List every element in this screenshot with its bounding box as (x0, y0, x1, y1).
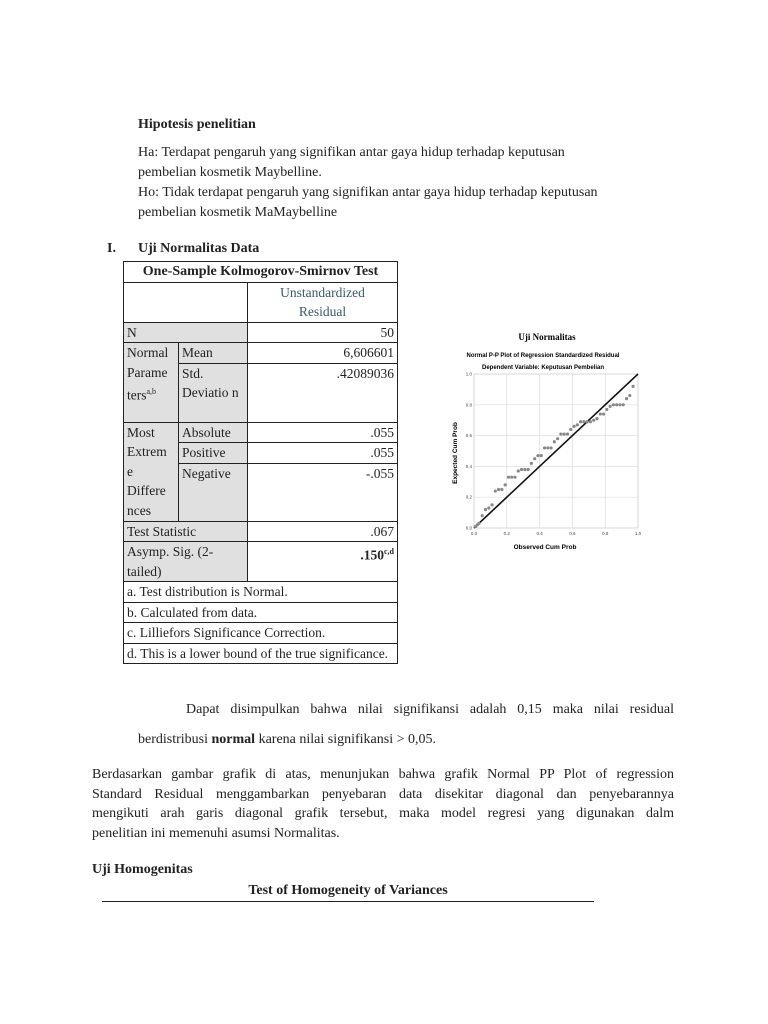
data-point (605, 408, 608, 411)
y-tick-label: 1.0 (465, 371, 472, 377)
data-point (477, 522, 480, 525)
x-tick-label: 0.8 (602, 531, 609, 536)
data-point (599, 412, 602, 415)
data-point (536, 454, 539, 457)
cell-value: .055 (248, 422, 398, 443)
text-line: Berdasarkan gambar grafik di atas, menunjukan bahwa grafik Normal PP Plot of regression (92, 767, 674, 782)
data-point (484, 508, 487, 511)
data-point (500, 488, 503, 491)
cell-value: 50 (248, 322, 398, 343)
table-note: d. This is a lower bound of the true significance. (124, 643, 398, 664)
row-label: Most Extrem e Differe nces (124, 422, 179, 521)
table-note: c. Lilliefors Significance Correction. (124, 623, 398, 644)
text-line: Ha: Terdapat pengaruh yang signifikan antar gaya hidup terhadap keputusan (138, 145, 565, 160)
data-point (504, 483, 507, 486)
label-text: Normal Parame ters (127, 345, 169, 403)
data-point (582, 420, 585, 423)
column-header (248, 282, 398, 322)
data-point (559, 432, 562, 435)
chart-subtitle: Normal P-P Plot of Regression Standardized Residual (466, 353, 620, 359)
data-point (494, 489, 497, 492)
x-axis-label: Observed Cum Prob (513, 544, 577, 551)
data-point (556, 437, 559, 440)
homogeneity-table-title: Test of Homogeneity of Variances (102, 883, 594, 902)
cell-value: 6,606601 (248, 343, 398, 364)
header-line: Unstandardized (280, 284, 365, 300)
text-line: Dapat disimpulkan bahwa nilai signifikansi adalah 0,15 maka nilai residual (186, 702, 674, 717)
data-point (513, 476, 516, 479)
cell-value: .067 (248, 521, 398, 542)
data-point (615, 403, 618, 406)
data-point (543, 446, 546, 449)
text-line: Standard Residual menggambarkan penyebaran data disekitar diagonal dan penyebarannya (92, 786, 674, 802)
table-title: One-Sample Kolmogorov-Smirnov Test (124, 262, 398, 283)
data-point (490, 503, 493, 506)
data-point (625, 397, 628, 400)
data-point (589, 420, 592, 423)
y-axis-label: Expected Cum Prob (452, 422, 459, 484)
row-label: Std. Deviatio n (179, 363, 248, 422)
data-point (579, 420, 582, 423)
text-line: pembelian kosmetik MaMaybelline (138, 205, 338, 220)
row-label: Negative (179, 463, 248, 521)
data-point (569, 428, 572, 431)
cell-value: .42089036 (248, 363, 398, 422)
cell-value: .055 (248, 443, 398, 464)
data-point (546, 446, 549, 449)
data-point (527, 468, 530, 471)
data-point (481, 514, 484, 517)
data-point (520, 468, 523, 471)
y-tick-label: 0.4 (465, 463, 472, 469)
analysis-paragraph (92, 765, 674, 843)
footnote-marker: a,b (146, 387, 157, 396)
data-point (602, 412, 605, 415)
row-label: Test Statistic (124, 521, 248, 542)
row-label (124, 343, 179, 423)
data-point (586, 420, 589, 423)
data-point (592, 419, 595, 422)
hypothesis-heading: Hipotesis penelitian (138, 117, 256, 132)
section-title: Uji Normalitas Data (138, 241, 260, 256)
data-point (523, 468, 526, 471)
data-point (622, 403, 625, 406)
section-number: I. (107, 241, 116, 256)
pp-plot-chart (440, 325, 655, 555)
text-line: penelitian ini memenuhi asumsi Normalitas. (92, 825, 340, 841)
data-point (517, 469, 520, 472)
plot-area (466, 372, 642, 537)
data-point (609, 405, 612, 408)
table-note: b. Calculated from data. (124, 602, 398, 623)
y-tick-label: 0.0 (465, 525, 472, 531)
data-point (487, 506, 490, 509)
cell-value: -.055 (248, 463, 398, 521)
data-point (572, 425, 575, 428)
text: berdistribusi (138, 732, 212, 747)
data-point (530, 462, 533, 465)
conclusion (138, 695, 674, 755)
x-tick-label: 0.0 (470, 531, 478, 536)
row-label: Absolute (179, 422, 248, 443)
text-line (138, 725, 674, 755)
homogeneity-heading: Uji Homogenitas (92, 862, 193, 877)
footnote-marker: c,d (384, 547, 394, 556)
data-point (612, 403, 615, 406)
data-point (497, 488, 500, 491)
text-line: pembelian kosmetik Maybelline. (138, 165, 322, 180)
data-point (553, 440, 556, 443)
hypothesis-ha (138, 143, 598, 223)
data-point (566, 432, 569, 435)
data-point (563, 432, 566, 435)
text-line: mengikuti arah garis diagonal grafik tersebut, maka model regresi yang digunakan dalm (92, 806, 674, 821)
bold-text: normal (211, 732, 256, 747)
data-point (549, 446, 552, 449)
y-tick-label: 0.6 (465, 433, 472, 439)
x-tick-label: 0.6 (569, 531, 576, 536)
row-label: Asymp. Sig. (2-tailed) (124, 542, 248, 582)
row-label: Positive (179, 443, 248, 464)
data-point (631, 385, 634, 388)
x-tick-label: 0.2 (503, 531, 510, 536)
empty-cell (124, 282, 248, 322)
table-note: a. Test distribution is Normal. (124, 582, 398, 603)
data-point (628, 394, 631, 397)
data-point (595, 417, 598, 420)
y-tick-label: 0.8 (465, 402, 472, 408)
data-point (540, 454, 543, 457)
text-line: Ho: Tidak terdapat pengaruh yang signifikan antar gaya hidup terhadap keputusan (138, 185, 598, 200)
x-tick-label: 0.4 (536, 531, 543, 536)
data-point (533, 457, 536, 460)
y-tick-label: 0.2 (465, 494, 472, 500)
ks-test-table (123, 261, 398, 664)
row-label: Mean (179, 343, 248, 364)
text: karena nilai signifikansi > 0,05. (255, 732, 436, 747)
x-tick-label: 1.0 (634, 531, 642, 536)
data-point (618, 403, 621, 406)
data-point (507, 476, 510, 479)
data-point (576, 423, 579, 426)
data-point (510, 476, 513, 479)
header-line: Residual (298, 304, 347, 319)
value-text: .150 (360, 547, 384, 563)
row-label: N (124, 322, 248, 343)
cell-value (248, 542, 398, 582)
chart-subtitle-2: Dependent Variable: Keputusan Pembelian (481, 365, 605, 371)
chart-title: Uji Normalitas (518, 332, 576, 342)
